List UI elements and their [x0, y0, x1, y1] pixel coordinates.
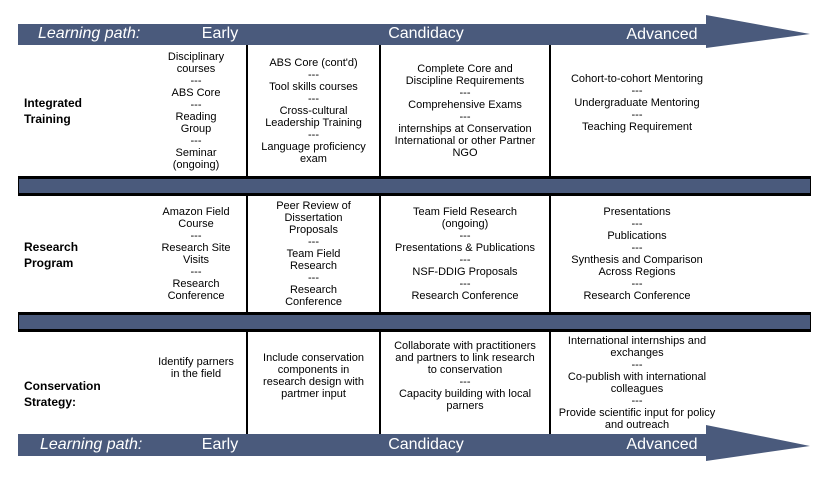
cell-item: Research Conference — [285, 284, 342, 308]
cell-item: Seminar (ongoing) — [172, 147, 220, 171]
cell-item: Undergraduate Mentoring — [574, 97, 700, 109]
cell-item: ABS Core — [171, 87, 221, 99]
cell-item: Peer Review of Dissertation Proposals — [276, 200, 351, 236]
cell-item: Synthesis and Comparison Across Regions — [571, 254, 703, 278]
cell-item: Provide scientific input for policy and outreach — [558, 407, 716, 431]
cell-item: Team Field Research (ongoing) — [413, 206, 517, 230]
cell-integrated-training-advanced — [551, 46, 723, 176]
cell-separator: --- — [308, 272, 319, 284]
cell-item: Cohort-to-cohort Mentoring — [570, 73, 704, 85]
row-title-line: Training — [24, 112, 71, 126]
stage-candidacy: Candidacy — [388, 436, 464, 453]
cell-separator: --- — [190, 266, 202, 278]
row-title-line: Integrated — [24, 96, 83, 110]
cell-separator: --- — [190, 75, 202, 87]
cell-separator: --- — [631, 278, 643, 290]
cell-separator: --- — [459, 230, 471, 242]
cell-conservation-strategy-early — [146, 332, 246, 424]
cell-conservation-strategy-advanced — [551, 332, 723, 431]
cell-separator: --- — [631, 218, 643, 230]
cell-separator: --- — [459, 376, 471, 388]
learning-path-label: Learning path: — [40, 436, 143, 453]
cell-item: NSF-DDIG Proposals — [412, 266, 518, 278]
cell-item: Identify parners in the field — [158, 356, 234, 380]
cell-item: Amazon Field Course — [162, 206, 230, 230]
cell-item: Include conservation components in research design with partmer input — [263, 352, 364, 400]
cell-item: Research Conference — [167, 278, 225, 302]
cell-item: Cross-cultural Leadership Training — [265, 105, 362, 129]
cell-item: Reading Group — [175, 111, 217, 135]
row-border — [18, 176, 811, 178]
row-title-line: Program — [24, 256, 74, 270]
cell-item: Teaching Requirement — [581, 121, 693, 133]
cell-separator: --- — [190, 135, 202, 147]
stage-early: Early — [201, 436, 239, 453]
learning-path-arrow-top — [0, 14, 825, 48]
cell-item: ABS Core (cont'd) — [269, 57, 358, 69]
cell-item: Tool skills courses — [269, 81, 358, 93]
cell-research-program-early-cont — [248, 196, 379, 312]
cell-item: Research Conference — [583, 290, 691, 302]
row-title-line: Research — [24, 240, 79, 254]
cell-separator: --- — [308, 129, 319, 141]
cell-item: Comprehensive Exams — [408, 99, 522, 111]
cell-research-program-candidacy — [381, 196, 549, 312]
cell-integrated-training-early-cont — [248, 46, 379, 176]
cell-item: Language proficiency exam — [261, 141, 366, 165]
cell-item: Co-publish with international colleagues — [567, 371, 707, 395]
cell-item: Team Field Research — [286, 248, 341, 272]
learning-path-label: Learning path: — [38, 25, 141, 42]
cell-integrated-training-candidacy — [381, 46, 549, 176]
cell-separator: --- — [631, 359, 643, 371]
cell-separator: --- — [631, 395, 643, 407]
cell-item: Collaborate with practitioners and partners to link research to conservation — [394, 340, 536, 376]
cell-separator: --- — [631, 242, 643, 254]
row-title-integrated-training — [24, 95, 82, 127]
cell-separator: --- — [459, 254, 471, 266]
row-border — [18, 312, 811, 314]
cell-separator: --- — [308, 93, 319, 105]
cell-separator: --- — [308, 236, 319, 248]
cell-item: Research Site Visits — [161, 242, 231, 266]
cell-separator: --- — [190, 99, 202, 111]
row-divider-band — [18, 314, 811, 330]
row-title-line: Conservation — [24, 379, 101, 393]
stage-early: Early — [201, 25, 239, 42]
cell-separator: --- — [308, 69, 319, 81]
cell-item: Presentations — [603, 206, 671, 218]
cell-research-program-early — [146, 196, 246, 312]
cell-research-program-advanced — [551, 196, 723, 312]
cell-separator: --- — [459, 87, 471, 99]
cell-item: internships at Conservation International or other Partner NGO — [394, 123, 536, 159]
cell-item: Presentations & Publications — [394, 242, 536, 254]
row-title-research-program — [24, 239, 78, 271]
cell-separator: --- — [459, 278, 471, 290]
cell-separator: --- — [190, 230, 202, 242]
cell-item: Research Conference — [411, 290, 519, 302]
cell-item: Complete Core and Discipline Requirements — [405, 63, 525, 87]
cell-conservation-strategy-candidacy — [381, 332, 549, 424]
row-title-line: Strategy: — [24, 395, 77, 409]
row-divider-band — [18, 178, 811, 194]
cell-separator: --- — [631, 85, 643, 97]
stage-candidacy: Candidacy — [388, 25, 464, 42]
cell-separator: --- — [459, 111, 471, 123]
row-title-conservation-strategy — [24, 378, 101, 410]
cell-conservation-strategy-early-cont — [248, 332, 379, 424]
cell-item: Publications — [607, 230, 667, 242]
cell-item: International internships and exchanges — [567, 335, 707, 359]
cell-separator: --- — [631, 109, 643, 121]
cell-item: Capacity building with local parners — [398, 388, 532, 412]
cell-item: Disciplinary courses — [167, 51, 225, 75]
stage-advanced: Advanced — [626, 436, 698, 453]
stage-advanced: Advanced — [626, 26, 698, 43]
cell-integrated-training-early — [146, 46, 246, 176]
